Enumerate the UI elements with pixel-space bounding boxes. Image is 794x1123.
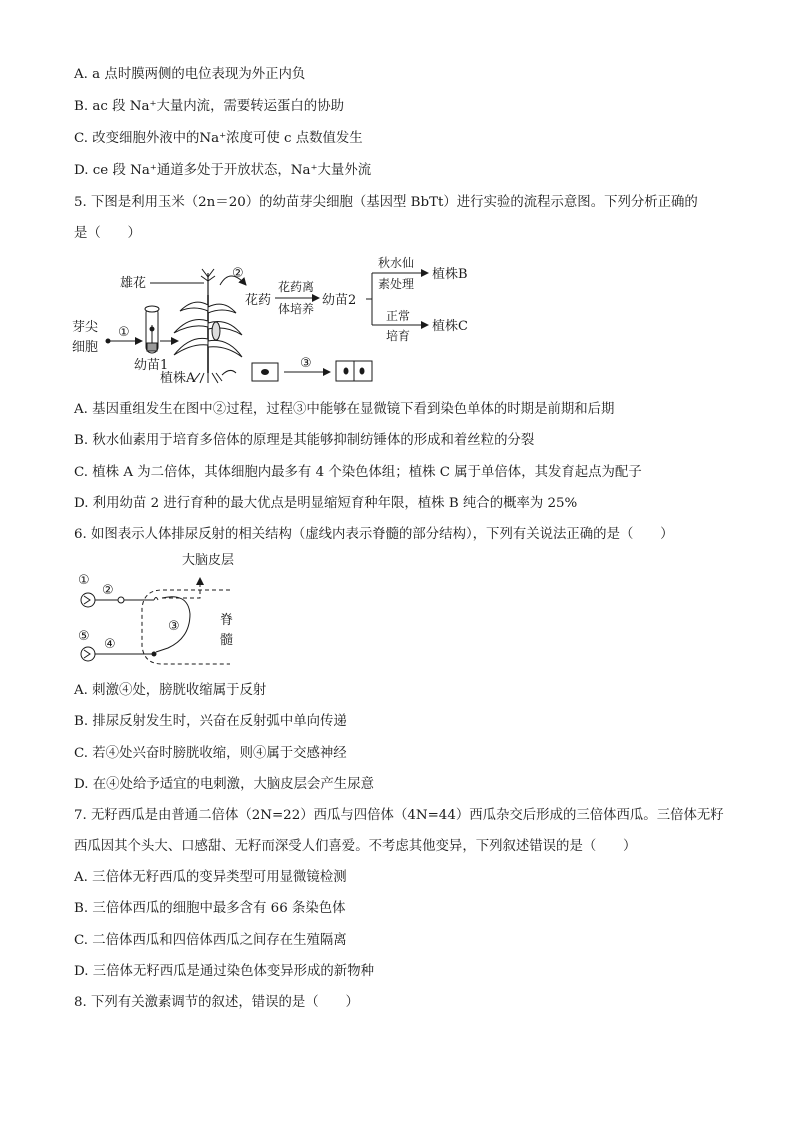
dividing-cells-icon bbox=[336, 361, 372, 381]
label-seedling-2: 幼苗2 bbox=[322, 293, 357, 308]
label-anther: 花药 bbox=[245, 293, 272, 308]
structure-3-marker: ③ bbox=[168, 619, 180, 634]
q8-stem: 8. 下列有关激素调节的叙述，错误的是（ ） bbox=[74, 995, 359, 1010]
q6-option-c: C. 若④处兴奋时膀胱收缩，则④属于交感神经 bbox=[74, 746, 347, 761]
label-anther-culture-bottom: 体培养 bbox=[278, 302, 315, 316]
test-tube-icon bbox=[145, 306, 159, 353]
q5-option-d: D. 利用幼苗 2 进行育种的最大优点是明显缩短育种年限，植株 B 纯合的概率为 25% bbox=[74, 496, 578, 511]
label-cell: 细胞 bbox=[72, 340, 99, 355]
label-normal-bottom: 培育 bbox=[386, 329, 411, 343]
q5-stem-line2: 是（ ） bbox=[74, 226, 141, 241]
process-2-marker: ② bbox=[232, 266, 244, 281]
label-anther-culture-top: 花药离 bbox=[278, 280, 315, 294]
q5-option-c: C. 植株 A 为二倍体，其体细胞内最多有 4 个染色体组；植株 C 属于单倍体，其发育起点为配子 bbox=[74, 465, 642, 480]
structure-2-marker: ② bbox=[102, 583, 114, 598]
label-plant-a: 植株A bbox=[160, 371, 196, 386]
label-spine-char2: 髓 bbox=[220, 633, 234, 648]
q4-option-b: B. ac 段 Na⁺大量内流，需要转运蛋白的协助 bbox=[74, 99, 344, 114]
structure-4-marker: ④ bbox=[104, 637, 116, 652]
q6-option-d: D. 在④处给予适宜的电刺激，大脑皮层会产生尿意 bbox=[74, 777, 374, 792]
q5-option-a: A. 基因重组发生在图中②过程，过程③中能够在显微镜下看到染色单体的时期是前期和后期 bbox=[74, 402, 615, 417]
label-colchicine-top: 秋水仙 bbox=[378, 256, 415, 270]
q4-option-c: C. 改变细胞外液中的Na⁺浓度可使 c 点数值发生 bbox=[74, 131, 363, 146]
process-3-marker: ③ bbox=[300, 356, 312, 371]
q6-stem: 6. 如图表示人体排尿反射的相关结构（虚线内表示脊髓的部分结构），下列有关说法正确的是（ ） bbox=[74, 527, 674, 542]
process-1-marker: ① bbox=[118, 325, 130, 340]
q7-option-a: A. 三倍体无籽西瓜的变异类型可用显微镜检测 bbox=[74, 870, 347, 885]
label-male-flower: 雄花 bbox=[120, 276, 147, 291]
structure-1-marker: ① bbox=[78, 573, 90, 588]
q5-option-b: B. 秋水仙素用于培育多倍体的原理是其能够抑制纺锤体的形成和着丝粒的分裂 bbox=[74, 433, 535, 448]
label-normal-top: 正常 bbox=[386, 309, 411, 323]
label-bud: 芽尖 bbox=[72, 320, 99, 335]
corn-plant-icon bbox=[174, 295, 242, 383]
q7-stem-line1: 7. 无籽西瓜是由普通二倍体（2N=22）西瓜与四倍体（4N=44）西瓜杂交后形成的三倍体西瓜。三倍体无籽 bbox=[74, 808, 724, 823]
label-spine-char1: 脊 bbox=[220, 613, 234, 628]
q7-option-c: C. 二倍体西瓜和四倍体西瓜之间存在生殖隔离 bbox=[74, 933, 347, 948]
tassel-icon bbox=[201, 269, 215, 295]
q7-option-d: D. 三倍体无籽西瓜是通过染色体变异形成的新物种 bbox=[74, 964, 374, 979]
label-colchicine-bottom: 素处理 bbox=[378, 277, 415, 291]
q6-option-b: B. 排尿反射发生时，兴奋在反射弧中单向传递 bbox=[74, 714, 347, 729]
structure-5-marker: ⑤ bbox=[78, 629, 90, 644]
q4-option-d: D. ce 段 Na⁺通道多处于开放状态，Na⁺大量外流 bbox=[74, 163, 372, 178]
q6-reflex-diagram bbox=[70, 548, 270, 672]
q7-option-b: B. 三倍体西瓜的细胞中最多含有 66 条染色体 bbox=[74, 901, 346, 916]
label-cerebral-cortex: 大脑皮层 bbox=[182, 553, 235, 568]
q5-flow-diagram bbox=[70, 255, 490, 390]
q5-stem-line1: 5. 下图是利用玉米（2n＝20）的幼苗芽尖细胞（基因型 BbTt）进行实验的流程示意图。下列分析正确的 bbox=[74, 195, 698, 210]
q7-stem-line2: 西瓜因其个头大、口感甜、无籽而深受人们喜爱。不考虑其他变异，下列叙述错误的是（ ） bbox=[74, 839, 637, 854]
label-seedling-1: 幼苗1 bbox=[134, 358, 169, 373]
q6-option-a: A. 刺激④处，膀胱收缩属于反射 bbox=[74, 683, 267, 698]
q4-option-a: A. a 点时膜两侧的电位表现为外正内负 bbox=[74, 67, 306, 82]
label-plant-c: 植株C bbox=[432, 319, 468, 334]
label-plant-b: 植株B bbox=[432, 267, 468, 282]
